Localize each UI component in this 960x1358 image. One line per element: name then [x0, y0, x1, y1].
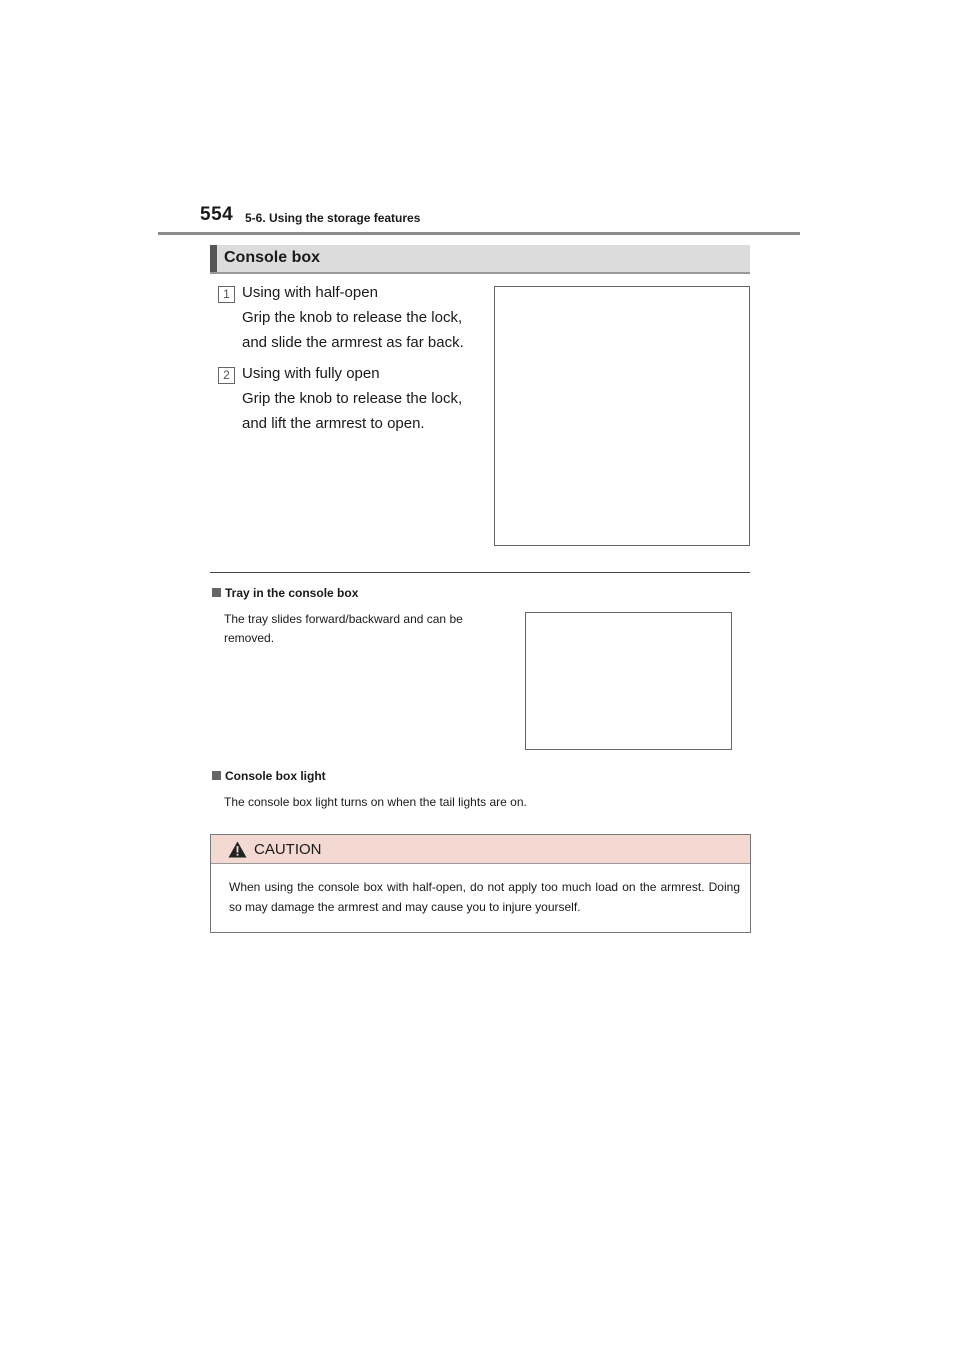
light-heading-text: Console box light [225, 769, 326, 783]
caution-label: CAUTION [254, 841, 322, 858]
header-rule [158, 232, 800, 235]
tray-heading-text: Tray in the console box [225, 586, 359, 600]
light-text: The console box light turns on when the tail lights are on. [224, 795, 527, 809]
caution-header [211, 835, 750, 864]
section-heading-bar [210, 245, 750, 274]
step-1-description: Grip the knob to release the lock, and slide the armrest as far back. [242, 309, 464, 351]
step-number-1: 1 [218, 286, 235, 303]
tray-illustration [525, 612, 732, 750]
section-heading: Console box [224, 249, 321, 266]
page-number: 554 [200, 204, 234, 225]
step-2-title: Using with fully open [242, 365, 380, 382]
step-number-2: 2 [218, 367, 235, 384]
console-box-illustration [494, 286, 750, 546]
caution-box [210, 834, 751, 933]
warning-triangle-icon [228, 841, 247, 858]
step-1-title: Using with half-open [242, 284, 378, 301]
tray-heading [212, 586, 358, 600]
step-2-description: Grip the knob to release the lock, and lift the armrest to open. [242, 390, 463, 432]
light-heading [212, 769, 326, 783]
heading-accent-bar [210, 245, 217, 272]
tray-text: The tray slides forward/backward and can be removed. [224, 612, 463, 645]
caution-text: When using the console box with half-open, do not apply too much load on the armrest. Doing so may damage the armrest and may cause you to injure yourself. [229, 880, 740, 914]
square-bullet-icon [212, 771, 221, 780]
section-title: 5-6. Using the storage features [245, 211, 421, 225]
square-bullet-icon [212, 588, 221, 597]
section-divider [210, 572, 750, 573]
